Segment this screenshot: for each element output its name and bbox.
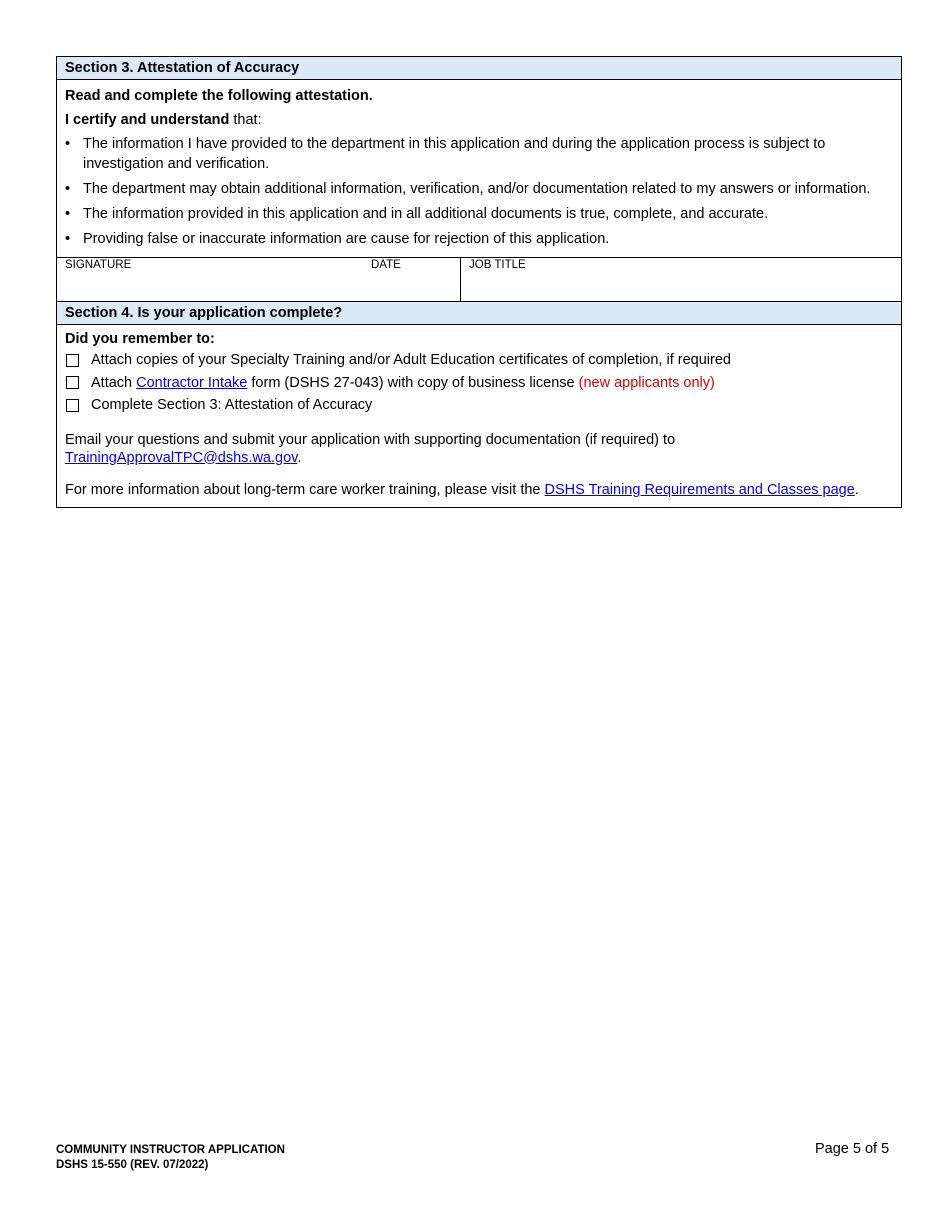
certify-statement [65, 110, 893, 130]
info-text: For more information about long-term care worker training, please visit the [65, 481, 545, 498]
list-item-text: Providing false or inaccurate information are cause for rejection of this application. [83, 231, 610, 247]
bullet-icon: • [65, 136, 71, 152]
bullet-icon: • [65, 206, 71, 222]
section-3-header: Section 3. Attestation of Accuracy [57, 57, 901, 80]
email-end: . [297, 449, 302, 466]
checklist-item-text: Complete Section 3: Attestation of Accuracy [91, 397, 373, 414]
section-4-header: Section 4. Is your application complete? [57, 302, 901, 325]
bullet-icon: • [65, 231, 71, 247]
checklist-item-text [91, 373, 715, 393]
info-end: . [854, 481, 859, 498]
contractor-intake-link[interactable]: Contractor Intake [136, 374, 248, 391]
page-number: Page 5 of 5 [815, 1141, 890, 1157]
section-3-body [57, 80, 901, 249]
form-number: DSHS 15-550 (REV. 07/2022) [56, 1159, 209, 1171]
contractor-intake-checkbox[interactable] [66, 376, 79, 389]
certify-rest: that: [229, 112, 262, 128]
list-item [65, 204, 893, 224]
list-item-text: The department may obtain additional information, verification, and/or documentation related to my answers or information. [83, 181, 871, 197]
application-form-table [56, 56, 902, 508]
form-name: COMMUNITY INSTRUCTOR APPLICATION [56, 1144, 285, 1156]
info-paragraph [65, 481, 893, 499]
job-title-field[interactable] [461, 258, 901, 301]
certificates-checkbox[interactable] [66, 354, 79, 367]
remember-heading: Did you remember to: [65, 331, 215, 347]
attestation-instruction: Read and complete the following attestation. [65, 88, 373, 104]
certify-bold: I certify and understand [65, 112, 230, 128]
bullet-icon: • [65, 181, 71, 197]
checklist-item [65, 394, 893, 417]
signature-row [57, 257, 901, 302]
list-item [65, 179, 893, 199]
item2-pre: Attach [91, 374, 137, 391]
signature-label: SIGNATURE [65, 259, 132, 271]
date-label: DATE [371, 259, 401, 271]
checklist-item [65, 372, 893, 395]
job-title-label: JOB TITLE [469, 259, 526, 271]
attestation-list [65, 134, 893, 249]
checklist-item-text: Attach copies of your Specialty Training and/or Adult Education certificates of completion, if required [91, 352, 731, 369]
footer-form-info [56, 1143, 285, 1173]
email-text: Email your questions and submit your application with supporting documentation (if required) to [65, 431, 676, 448]
checklist-item [65, 349, 893, 372]
list-item-text: The information I have provided to the department in this application and during the application process is subject to investigation and verification. [83, 136, 826, 172]
list-item [65, 134, 893, 174]
section-4-body [57, 325, 901, 507]
section-3-checkbox[interactable] [66, 399, 79, 412]
item2-mid: form (DSHS 27-043) with copy of business license [247, 374, 579, 391]
list-item-text: The information provided in this application and in all additional documents is true, complete, and accurate. [83, 206, 769, 222]
new-applicants-note: (new applicants only) [578, 374, 715, 391]
email-paragraph [65, 431, 893, 467]
list-item [65, 229, 893, 249]
email-link[interactable]: TrainingApprovalTPC@dshs.wa.gov [65, 449, 298, 466]
signature-field[interactable] [57, 258, 363, 301]
date-field[interactable] [363, 258, 461, 301]
training-requirements-link[interactable]: DSHS Training Requirements and Classes page [544, 481, 855, 498]
